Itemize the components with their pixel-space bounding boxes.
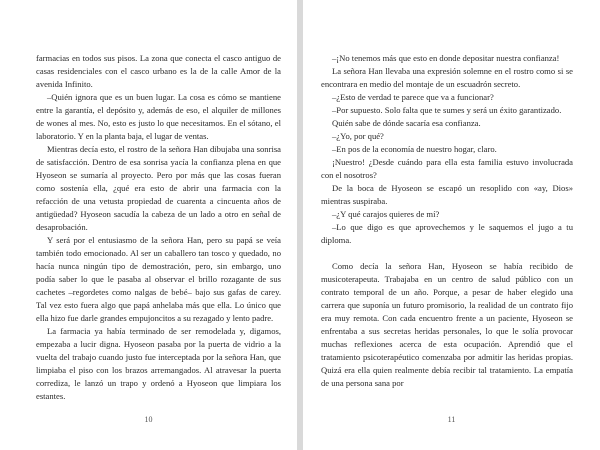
- right-page-text: [321, 52, 573, 390]
- paragraph: Mientras decía esto, el rostro de la señora Han dibujaba una sonrisa de satisfacción. Dentro de esa sonrisa yacía la confianza plena en que Hyoseon se sumaría al proyecto. Pero por más que las cosas fueran como sostenía ella, ¿qué era esto de abrir una farmacia con la refacción de una vetusta propiedad de cuarenta a cincuenta años de antigüedad? Hyoseon sacudía la cabeza de un lado a otro en señal de desaprobación.: [36, 144, 281, 232]
- left-page: [0, 0, 297, 450]
- paragraph: Y será por el entusiasmo de la señora Han, pero su papá se veía también todo emocionado. Al ser un caballero tan tosco y quedado, no hacía nunca ningún tipo de demostración, pero, sin embargo, uno podía saber lo que le pasaba al observar el brillo rozagante de sus cachetes –regordetes como nalgas de bebé– bajo sus gafas de carey. Tal vez esto fuera algo que papá anhelaba más que ella. Lo único que ella hizo fue darle grandes empujoncitos a su rezagado y lento padre.: [36, 235, 281, 323]
- paragraph: –Quién ignora que es un buen lugar. La cosa es cómo se mantiene entre la garantía, el depósito y, además de eso, el alquiler de millones de wones al mes. No, esto es justo lo que necesitamos. En el sótano, el laboratorio. Y en la planta baja, el lugar de ventas.: [36, 92, 281, 141]
- paragraph: –¿Yo, por qué?: [332, 131, 384, 141]
- paragraph: –¡No tenemos más que esto en donde depositar nuestra confianza!: [332, 53, 560, 63]
- right-page: [303, 0, 600, 450]
- paragraph: farmacias en todos sus pisos. La zona que conecta el casco antiguo de casas residenciales con el casco urbano es la de la calle Amor de la avenida Infinito.: [36, 53, 281, 89]
- paragraph: –¿Esto de verdad te parece que va a funcionar?: [332, 92, 494, 102]
- paragraph: –Por supuesto. Solo falta que te sumes y será un éxito garantizado.: [332, 105, 562, 115]
- paragraph: –¿Y qué carajos quieres de mí?: [332, 209, 440, 219]
- left-page-text: [36, 52, 281, 403]
- paragraph: –Lo que digo es que aprovechemos y le saquemos el jugo a tu diploma.: [321, 222, 573, 245]
- page-number: 11: [447, 415, 456, 424]
- page-number: 10: [144, 415, 153, 424]
- paragraph: De la boca de Hyoseon se escapó un resoplido con «ay, Dios» mientras suspiraba.: [321, 183, 573, 206]
- paragraph: La farmacia ya había terminado de ser remodelada y, digamos, empezaba a lucir digna. Hyoseon pasaba por la puerta de vidrio a la vuelta del trabajo cuando justo fue interceptada por la señora Han, que limpiaba el piso con los brazos arremangados. Al atravesar la puerta corrediza, le lanzó un trapo y ordenó a Hyoseon que limpiara los estantes.: [36, 326, 281, 401]
- paragraph: Quién sabe de dónde sacaría esa confianza.: [332, 118, 481, 128]
- paragraph: ¡Nuestro! ¿Desde cuándo para ella esta familia estuvo involucrada con el nosotros?: [321, 157, 573, 180]
- paragraph: La señora Han llevaba una expresión solemne en el rostro como si se encontrara en medio del montaje de un escuadrón secreto.: [321, 66, 573, 89]
- paragraph: –En pos de la economía de nuestro hogar, claro.: [332, 144, 497, 154]
- paragraph: Como decía la señora Han, Hyoseon se había recibido de musicoterapeuta. Trabajaba en un centro de salud público con un contrato temporal de un año. Porque, a pesar de haber elegido una carrera que suponía un futuro promisorio, la realidad de un contrato fijo era muy remota. Con cada encuentro frente a un paciente, Hyoseon se enfrentaba a sus secretas heridas personales, lo que le solía provocar muchas reflexiones acerca de esta ocupación. Aprendió que el tratamiento psicoterapéutico comenzaba por admitir las heridas propias. Quizá era ella quien realmente debía recibir tal tratamiento. La empatía de una persona sana por: [321, 261, 573, 388]
